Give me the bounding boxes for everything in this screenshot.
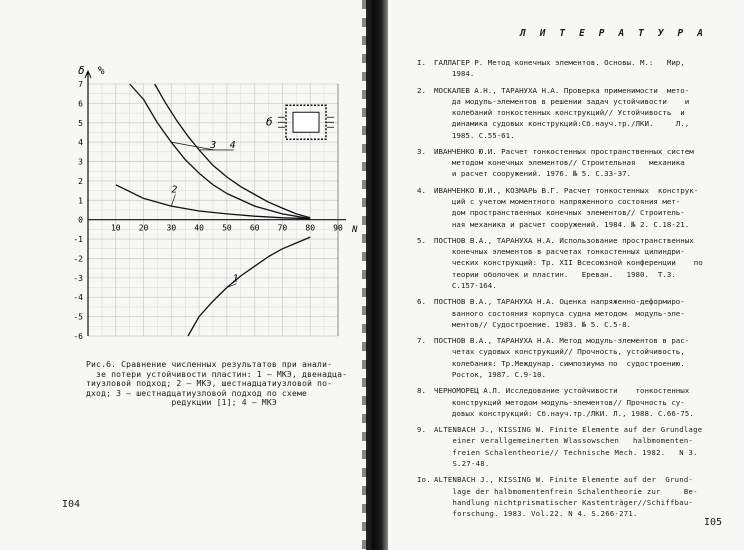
y-tick-label: 2 xyxy=(78,176,83,186)
x-tick-label: 80 xyxy=(305,223,316,233)
reference-text: ALTENBACH J., KISSING W. Finite Elemente auf der Grund- lage der halbmomentenfrein Schalentheorie zur Be- handlung nichtprismatischer Kastenträger//Schiffbau- forschung. 1983. Vol.22. N 4. S.266-271. xyxy=(434,475,698,518)
y-tick-label: 3 xyxy=(78,157,83,167)
y-tick-label: 1 xyxy=(78,196,83,206)
series-curve-3 xyxy=(130,84,311,219)
reference-text: ИВАНЧЕНКО Ю.И. Расчет тонкостенных пространственных систем методом конечных элементов// Строительная механика и расчет сооружений. 1976. № 5. С.33-37. xyxy=(434,147,694,179)
reference-text: МОСКАЛЕВ А.Н., ТАРАНУХА Н.А. Проверка применимости мето- да модуль-элементов в решении задач устойчивости и колебаний тонкостенных конструкций// Устойчивость и динамика судовых конструкций:Сб.науч.тр./ЛКИ. Л., 1985. С.55-61. xyxy=(434,85,690,140)
x-tick-label: 40 xyxy=(194,223,204,233)
reference-text: ЧЕРНОМОРЕЦ А.Л. Исследование устойчивости тонкостенных конструкций методом модуль-элементов// Прочность су- довых конструкций: Сб.науч.тр./ЛКИ. Л., 1988. С.66-75. xyxy=(434,386,694,418)
reference-text: ГАЛЛАГЕР Р. Метод конечных элементов. Основы. М.: Мир, 1984. xyxy=(434,58,685,79)
references-title: Л И Т Е Р А Т У Р А xyxy=(520,28,708,39)
y-tick-label: -3 xyxy=(73,273,83,283)
y-tick-label: 0 xyxy=(78,215,83,225)
chart-inset xyxy=(266,105,334,139)
reference-number: 9. xyxy=(417,425,427,435)
page-number-left: I04 xyxy=(62,499,81,510)
series-label-1: 1 xyxy=(232,273,239,285)
reference-number: I. xyxy=(417,58,426,67)
series-label-2: 2 xyxy=(171,184,178,196)
stability-chart xyxy=(56,64,361,354)
reference-number: 6. xyxy=(417,297,426,307)
series-label-4: 4 xyxy=(229,139,236,151)
inset-inner-frame xyxy=(293,112,319,132)
reference-text: ПОСТНОВ В.А., ТАРАНУХА Н.А. Оценка напряженно-деформиро- ванного состояния корпуса судна методом модуль-эле- ментов// Судостроение. 1983. № 5. С.5-8. xyxy=(434,297,685,329)
x-tick-label: 70 xyxy=(277,223,288,233)
page-number-right: I05 xyxy=(704,517,723,528)
series-curve-1 xyxy=(188,237,310,336)
reference-text: ALTENBACH J., KISSING W. Finite Elemente auf der Grundlage einer verallgemeinerten Wlassowschen halbmomenten- freien Schalentheorie// Technische Mech. 1982. N 3. S.27-48. xyxy=(434,425,703,468)
y-axis-label: δ, % xyxy=(78,64,105,77)
reference-text: ИВАНЧЕНКО Ю.И., КОЗМАРЬ В.Г. Расчет тонкостенных конструк- ций с учетом моментного напряженного состояния мет- дом пространственных конечных элементов// Строитель- ная механика и расчет сооружений. 1984. № 2. С.18-21. xyxy=(434,185,699,229)
reference-item xyxy=(417,185,729,230)
y-tick-label: 5 xyxy=(78,118,83,128)
y-tick-label: -4 xyxy=(73,293,83,303)
reference-item xyxy=(417,424,729,469)
x-tick-label: 30 xyxy=(166,223,177,233)
series-label-3: 3 xyxy=(210,139,217,151)
reference-text: ПОСТНОВ В.А., ТАРАНУХА Н.А. Метод модуль-элементов в рас- четах судовых конструкций// Прочность, устойчивость, колебания: Тр.Междунар. симпозиума по судостроению. Росток, 1987. С.9-10. xyxy=(434,336,690,379)
y-tick-label: -2 xyxy=(73,254,83,264)
y-tick-label: -6 xyxy=(73,332,83,341)
y-tick-label: 4 xyxy=(78,138,83,148)
chart-axes xyxy=(85,71,346,336)
y-tick-label: 6 xyxy=(78,99,83,109)
reference-item xyxy=(417,474,729,519)
y-tick-label: -1 xyxy=(73,235,83,245)
x-tick-label: 20 xyxy=(138,223,149,233)
x-axis-label: N xyxy=(352,225,358,235)
reference-item xyxy=(417,335,729,380)
series-leader-3 xyxy=(171,139,217,151)
references-list xyxy=(417,57,729,524)
reference-item xyxy=(417,296,729,330)
reference-item xyxy=(417,57,729,79)
reference-item xyxy=(417,146,729,180)
inset-label: б xyxy=(266,115,273,129)
reference-number: 4. xyxy=(417,185,426,195)
y-tick-label: 7 xyxy=(78,80,83,89)
x-tick-label: 10 xyxy=(110,223,121,233)
figure-caption: Рис.6. Сравнение численных результатов при анали- зе потери устойчивости пластин: 1 – МКЭ, двенадца- тиузловой подход; 2 – МКЭ, шестнадцатиузловой по- дход; 3 – шестнадцатиузловой подход по схеме редукции [1]; 4 – МКЭ xyxy=(86,359,348,408)
reference-number: 5. xyxy=(417,236,426,246)
x-tick-label: 50 xyxy=(222,223,232,233)
reference-number: 8. xyxy=(417,386,426,396)
reference-number: 7. xyxy=(417,336,426,346)
reference-item xyxy=(417,385,729,419)
x-tick-label: 60 xyxy=(249,223,260,233)
reference-number: 2. xyxy=(417,85,426,95)
reference-number: Io. xyxy=(417,475,431,485)
reference-text: ПОСТНОВ В.А., ТАРАНУХА Н.А. Использование пространственных конечных элементов в расчетах тонкостенных цилиндри- ческих конструкций: Тр. XII Всесоюзной конференции по теории оболочек и пластин. Ереван. 1980. Т.3. С.157-164. xyxy=(434,236,703,290)
y-tick-label: -5 xyxy=(73,312,83,322)
book-gutter xyxy=(366,0,388,550)
x-tick-label: 90 xyxy=(333,223,343,233)
reference-item xyxy=(417,235,729,291)
reference-number: 3. xyxy=(417,147,426,157)
reference-item xyxy=(417,85,729,141)
